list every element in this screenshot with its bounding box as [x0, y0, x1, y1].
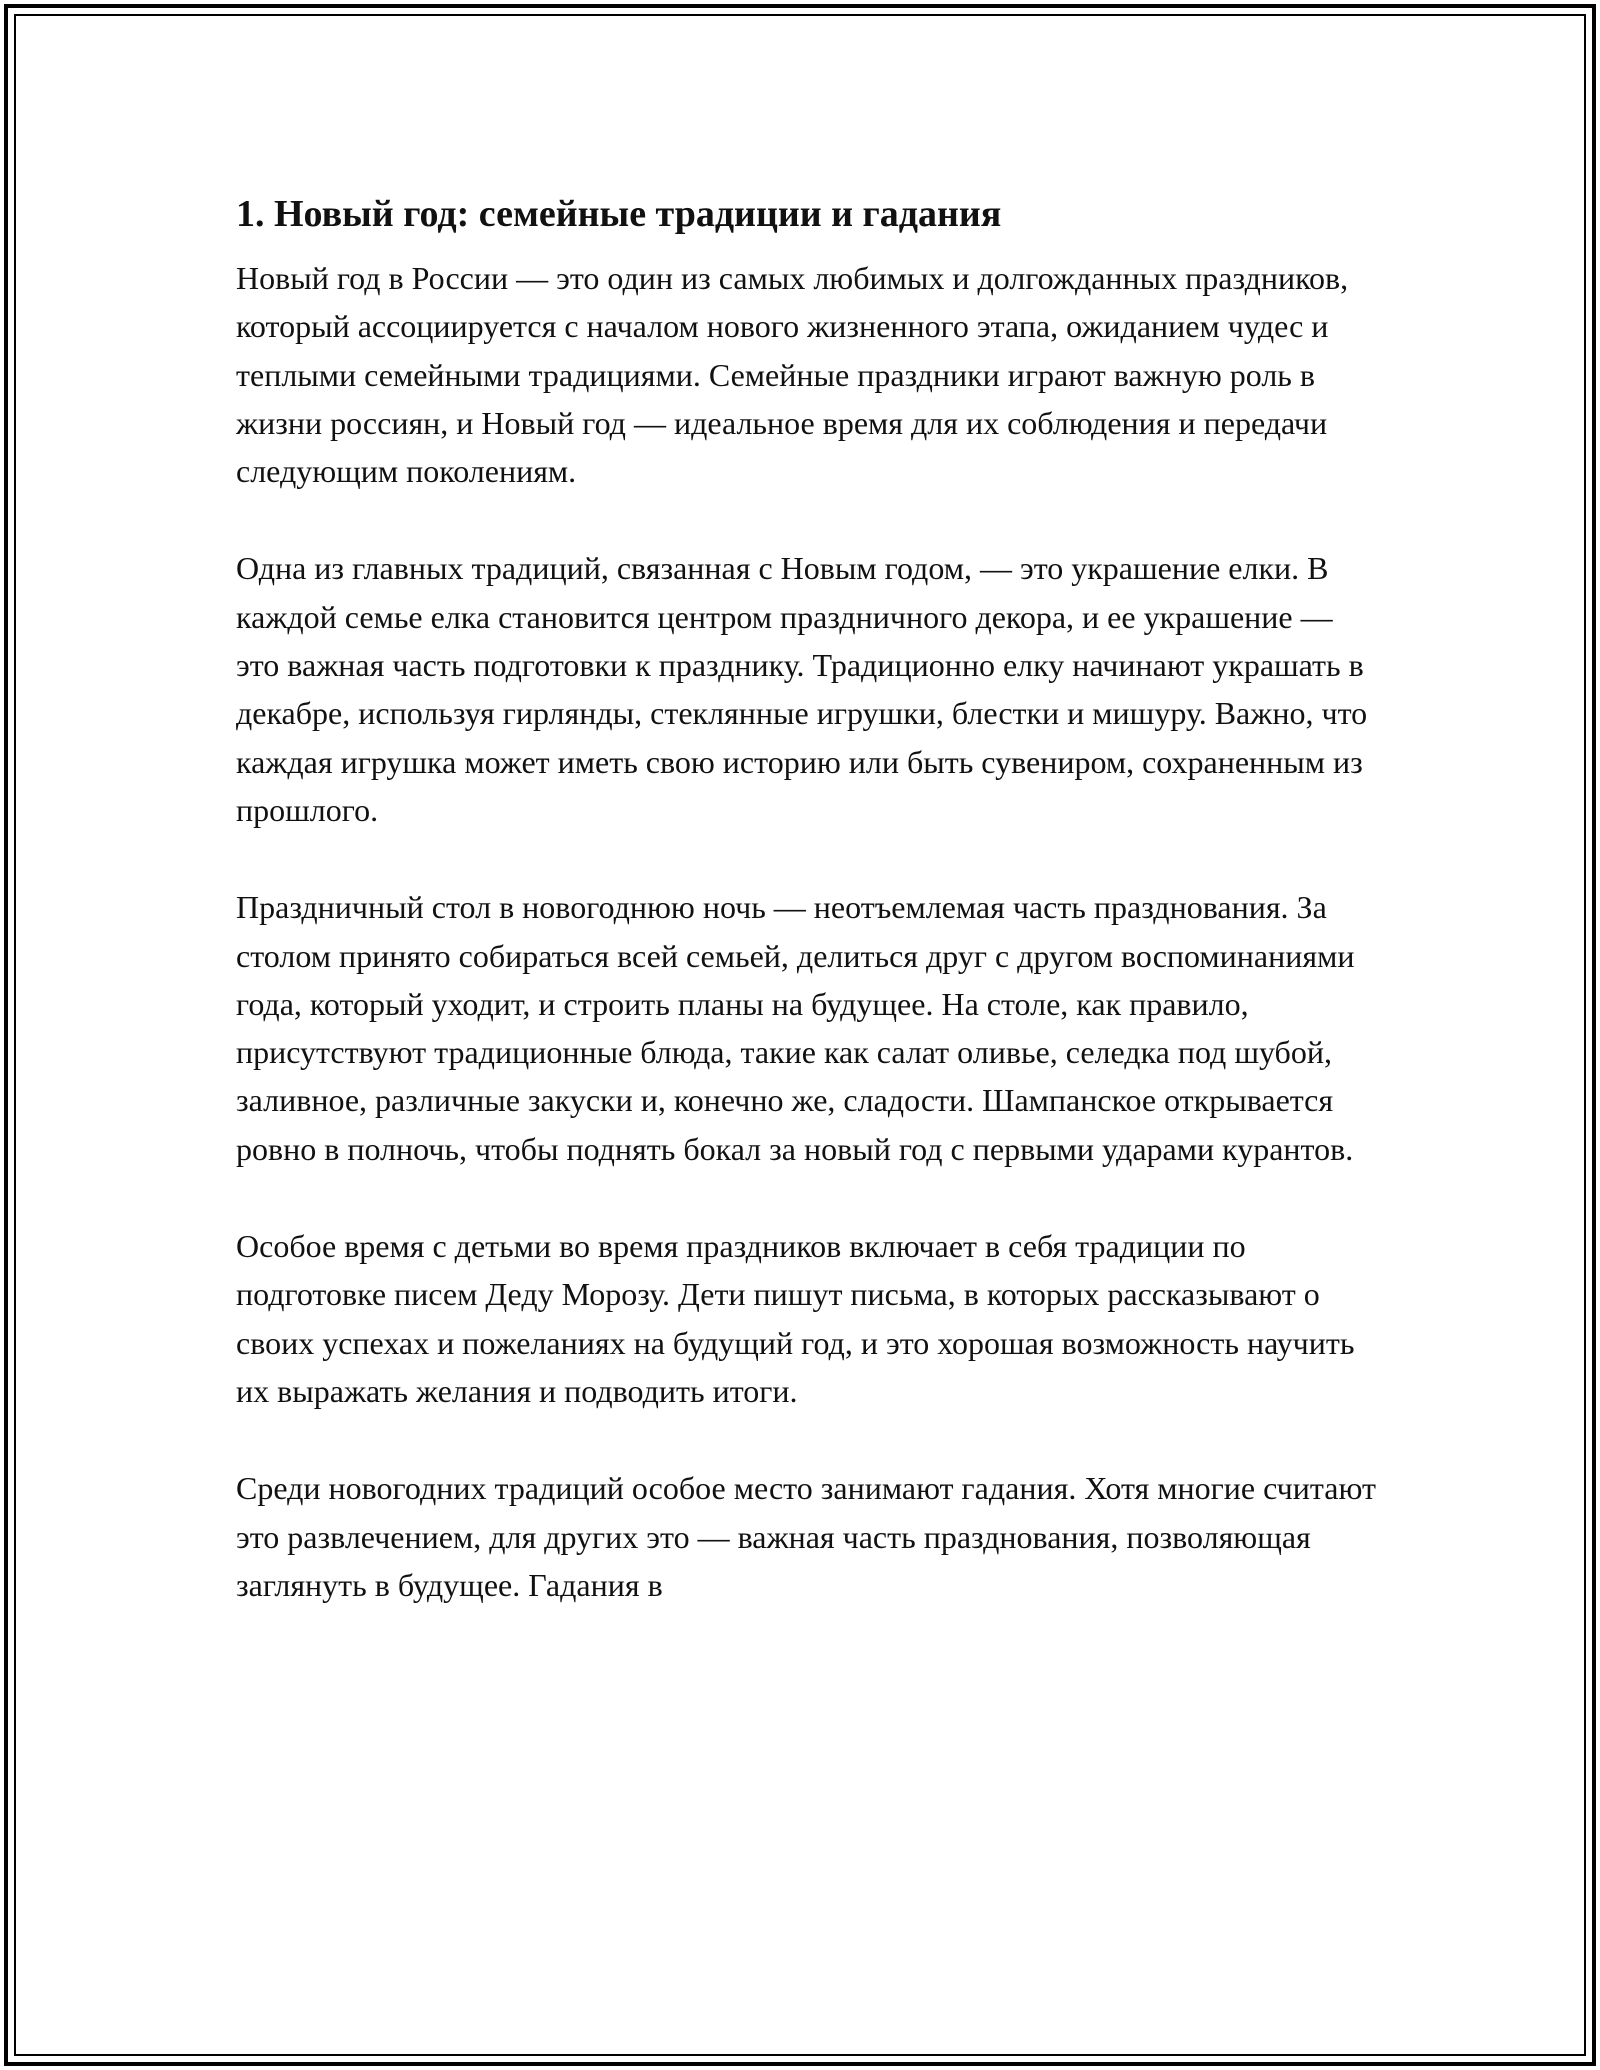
paragraph-letters-to-ded-moroz: Особое время с детьми во время праздников включает в себя традиции по подготовке писем Деду Морозу. Дети пишут письма, в которых рассказывают о своих успехах и пожеланиях на будущий год, и это хорошая возможность научить их выражать желания и подводить итоги.: [236, 1228, 1355, 1409]
paragraph-fortune-telling: Среди новогодних традиций особое место занимают гадания. Хотя многие считают это развлечением, для других это — важная часть празднования, позволяющая заглянуть в будущее. Гадания в: [236, 1470, 1376, 1603]
document-body: [236, 186, 1376, 1609]
paragraph-festive-table: Праздничный стол в новогоднюю ночь — неотъемлемая часть празднования. За столом принято собираться всей семьей, делиться друг с другом воспоминаниями года, который уходит, и строить планы на будущее. На столе, как правило, присутствуют традиционные блюда, такие как салат оливье, селедка под шубой, заливное, различные закуски и, конечно же, сладости. Шампанское открывается ровно в полночь, чтобы поднять бокал за новый год с первыми ударами курантов.: [236, 889, 1355, 1167]
paragraph-christmas-tree: Одна из главных традиций, связанная с Новым годом, — это украшение елки. В каждой семье елка становится центром праздничного декора, и ее украшение — это важная часть подготовки к празднику. Традиционно елку начинают украшать в декабре, используя гирлянды, стеклянные игрушки, блестки и мишуру. Важно, что каждая игрушка может иметь свою историю или быть сувениром, сохраненным из прошлого.: [236, 550, 1368, 828]
section-heading: 1. Новый год: семейные традиции и гадания: [236, 193, 1002, 235]
paragraph-new-year-intro: Новый год в России — это один из самых любимых и долгожданных праздников, который ассоциируется с началом нового жизненного этапа, ожиданием чудес и теплыми семейными традициями. Семейные праздники играют важную роль в жизни россиян, и Новый год — идеальное время для их соблюдения и передачи следующим поколениям.: [236, 260, 1349, 490]
